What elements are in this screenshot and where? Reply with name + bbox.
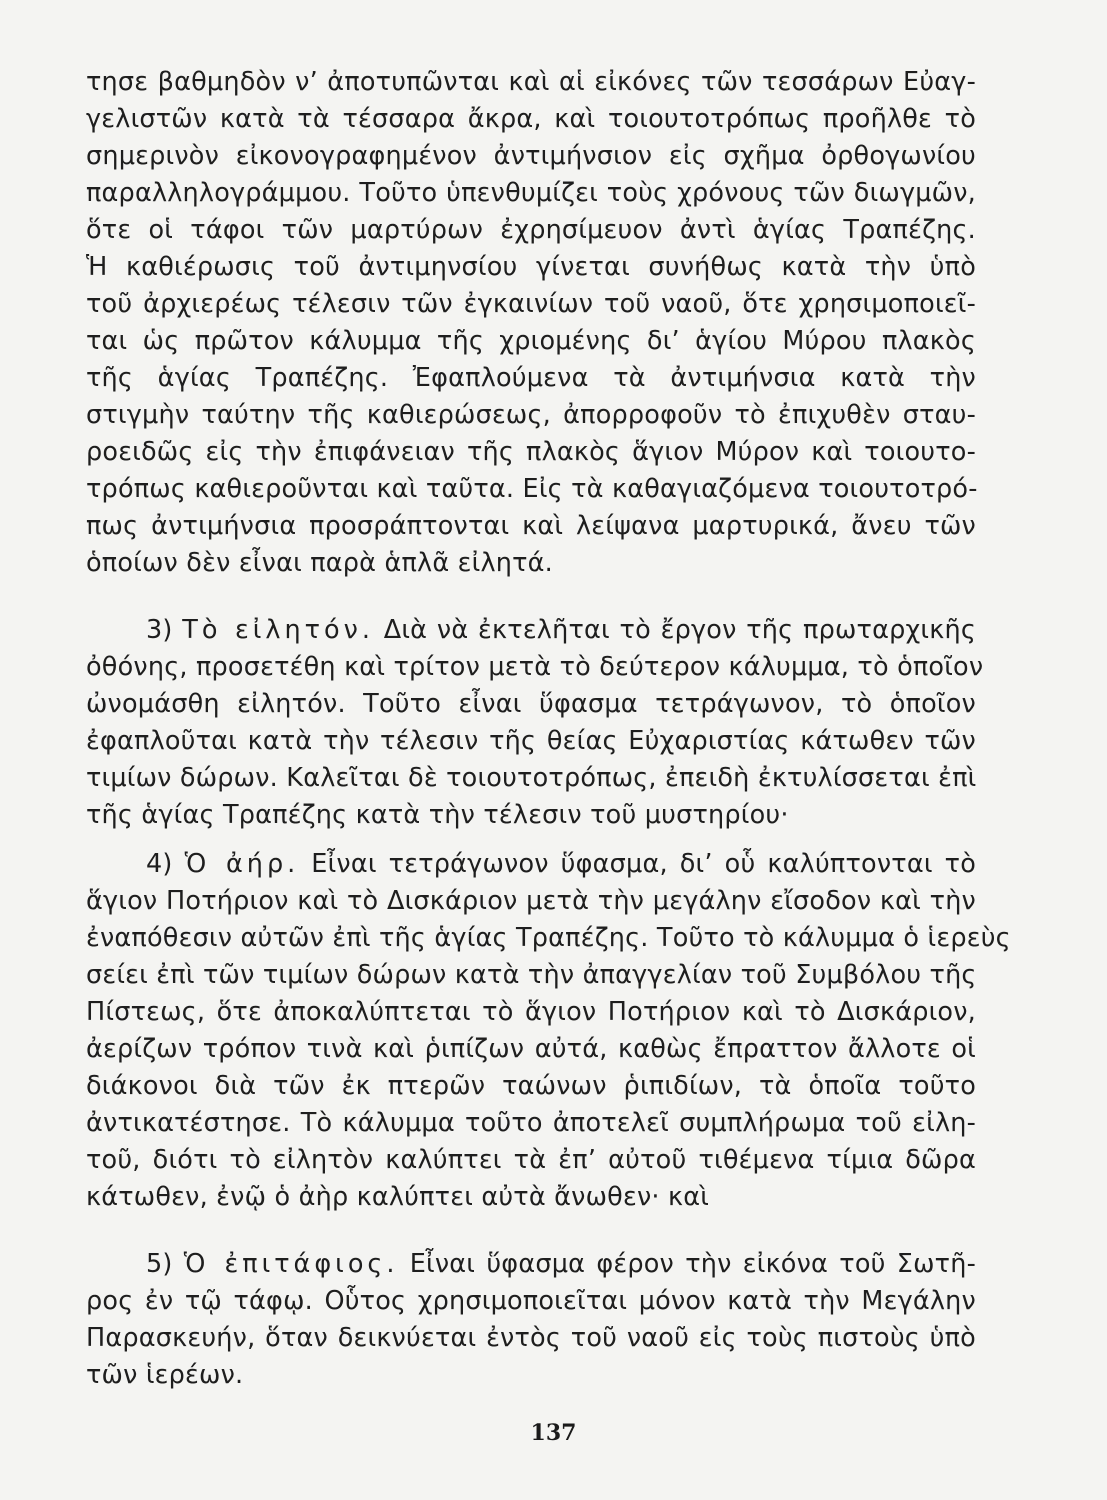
page-number: 137	[530, 1420, 577, 1446]
text-line: τιμίων δώρων. Καλεῖται δὲ τοιουτοτρόπως, ἐπειδὴ ἐκτυλίσσεται ἐπὶ	[86, 763, 977, 793]
text-line: παραλληλογράμμου. Τοῦτο ὑπενθυμίζει τοὺς χρόνους τῶν διωγμῶν,	[86, 178, 976, 208]
text-line: στιγμὴν ταύτην τῆς καθιερώσεως, ἀπορροφοῦν τὸ ἐπιχυθὲν σταυ-	[86, 400, 976, 430]
first-line-text: Εἶναι ὕφασμα φέρον τὴν εἰκόνα τοῦ Σωτῆ-	[409, 1249, 976, 1279]
paragraph-aer	[86, 846, 1011, 1216]
section-heading: Τὸ εἰλητόν.	[182, 615, 374, 645]
text-line: τοῦ ἀρχιερέως τέλεσιν τῶν ἐγκαινίων τοῦ ναοῦ, ὅτε χρησιμοποιεῖ-	[86, 289, 976, 319]
section-heading: Ὁ ἐπιτάφιος.	[183, 1249, 399, 1279]
text-line: κάτωθεν, ἐνῷ ὁ ἀὴρ καλύπτει αὐτὰ ἄνωθεν· καὶ	[86, 1182, 710, 1212]
section-heading: Ὁ ἀήρ.	[184, 849, 300, 879]
first-line-text: Εἶναι τετράγωνον ὕφασμα, δι’ οὗ καλύπτονται τὸ	[311, 849, 976, 879]
text-line: ροειδῶς εἰς τὴν ἐπιφάνειαν τῆς πλακὸς ἅγιον Μύρον καὶ τοιουτο-	[86, 437, 976, 467]
text-line: Ἡ καθιέρωσις τοῦ ἀντιμηνσίου γίνεται συνήθως κατὰ τὴν ὑπὸ	[86, 252, 976, 282]
text-line: ἐφαπλοῦται κατὰ τὴν τέλεσιν τῆς θείας Εὐχαριστίας κάτωθεν τῶν	[86, 726, 976, 756]
text-line: τῆς ἁγίας Τραπέζης. Ἐφαπλούμενα τὰ ἀντιμήνσια κατὰ τὴν	[86, 363, 976, 393]
text-line: τῶν ἱερέων.	[86, 1360, 244, 1390]
text-line: τησε βαθμηδὸν ν’ ἀποτυπῶνται καὶ αἱ εἰκόνες τῶν τεσσάρων Εὐαγ-	[86, 67, 976, 97]
text-line: τῆς ἁγίας Τραπέζης κατὰ τὴν τέλεσιν τοῦ μυστηρίου·	[86, 800, 789, 830]
paragraph-antimension	[86, 64, 976, 582]
text-line: σημερινὸν εἰκονογραφημένον ἀντιμήνσιον εἰς σχῆμα ὀρθογωνίου	[86, 141, 976, 171]
paragraph-first-line	[86, 846, 976, 883]
text-line: γελιστῶν κατὰ τὰ τέσσαρα ἄκρα, καὶ τοιουτοτρόπως προῆλθε τὸ	[86, 104, 976, 134]
text-line: τοῦ, διότι τὸ εἰλητὸν καλύπτει τὰ ἐπ’ αὐτοῦ τιθέμενα τίμια δῶρα	[86, 1145, 976, 1175]
text-line: ἅγιον Ποτήριον καὶ τὸ Δισκάριον μετὰ τὴν μεγάλην εἴσοδον καὶ τὴν	[86, 886, 976, 916]
text-line: ἐναπόθεσιν αὐτῶν ἐπὶ τῆς ἁγίας Τραπέζης. Τοῦτο τὸ κάλυμμα ὁ ἱερεὺς	[86, 923, 1011, 953]
text-line: ὅτε οἱ τάφοι τῶν μαρτύρων ἐχρησίμευον ἀντὶ ἁγίας Τραπέζης.	[86, 215, 976, 245]
text-line: διάκονοι διὰ τῶν ἐκ πτερῶν ταώνων ῥιπιδίων, τὰ ὁποῖα τοῦτο	[86, 1071, 976, 1101]
text-line: ρος ἐν τῷ τάφῳ. Οὗτος χρησιμοποιεῖται μόνον κατὰ τὴν Μεγάλην	[86, 1286, 976, 1316]
text-line: σείει ἐπὶ τῶν τιμίων δώρων κατὰ τὴν ἀπαγγελίαν τοῦ Συμβόλου τῆς	[86, 960, 977, 990]
text-line: ὠνομάσθη εἰλητόν. Τοῦτο εἶναι ὕφασμα τετράγωνον, τὸ ὁποῖον	[86, 689, 976, 719]
paragraph-eileton	[86, 612, 984, 834]
first-line-text: Διὰ νὰ ἐκτελῆται τὸ ἔργον τῆς πρωταρχικῆς	[383, 615, 976, 645]
text-line: ὁποίων δὲν εἶναι παρὰ ἁπλᾶ εἰλητά.	[86, 548, 553, 578]
paragraph-epitaphios	[86, 1246, 976, 1394]
paragraph-first-line	[86, 1246, 976, 1283]
item-number: 4)	[146, 849, 173, 879]
item-number: 3)	[146, 615, 173, 645]
text-line: πως ἀντιμήνσια προσράπτονται καὶ λείψανα μαρτυρικά, ἄνευ τῶν	[86, 511, 976, 541]
text-line: ται ὡς πρῶτον κάλυμμα τῆς χριομένης δι’ ἁγίου Μύρου πλακὸς	[86, 326, 976, 356]
text-line: Πίστεως, ὅτε ἀποκαλύπτεται τὸ ἅγιον Ποτήριον καὶ τὸ Δισκάριον,	[86, 997, 976, 1027]
paragraph-first-line	[86, 612, 976, 649]
text-line: ὀθόνης, προσετέθη καὶ τρίτον μετὰ τὸ δεύτερον κάλυμμα, τὸ ὁποῖον	[86, 652, 984, 682]
text-line: Παρασκευήν, ὅταν δεικνύεται ἐντὸς τοῦ ναοῦ εἰς τοὺς πιστοὺς ὑπὸ	[86, 1323, 976, 1353]
item-number: 5)	[146, 1249, 173, 1279]
text-line: ἀντικατέστησε. Τὸ κάλυμμα τοῦτο ἀποτελεῖ συμπλήρωμα τοῦ εἰλη-	[86, 1108, 976, 1138]
text-line: ἀερίζων τρόπον τινὰ καὶ ῥιπίζων αὐτά, καθὼς ἔπραττον ἄλλοτε οἱ	[86, 1034, 976, 1064]
text-line: τρόπως καθιεροῦνται καὶ ταῦτα. Εἰς τὰ καθαγιαζόμενα τοιουτοτρό-	[86, 474, 978, 504]
